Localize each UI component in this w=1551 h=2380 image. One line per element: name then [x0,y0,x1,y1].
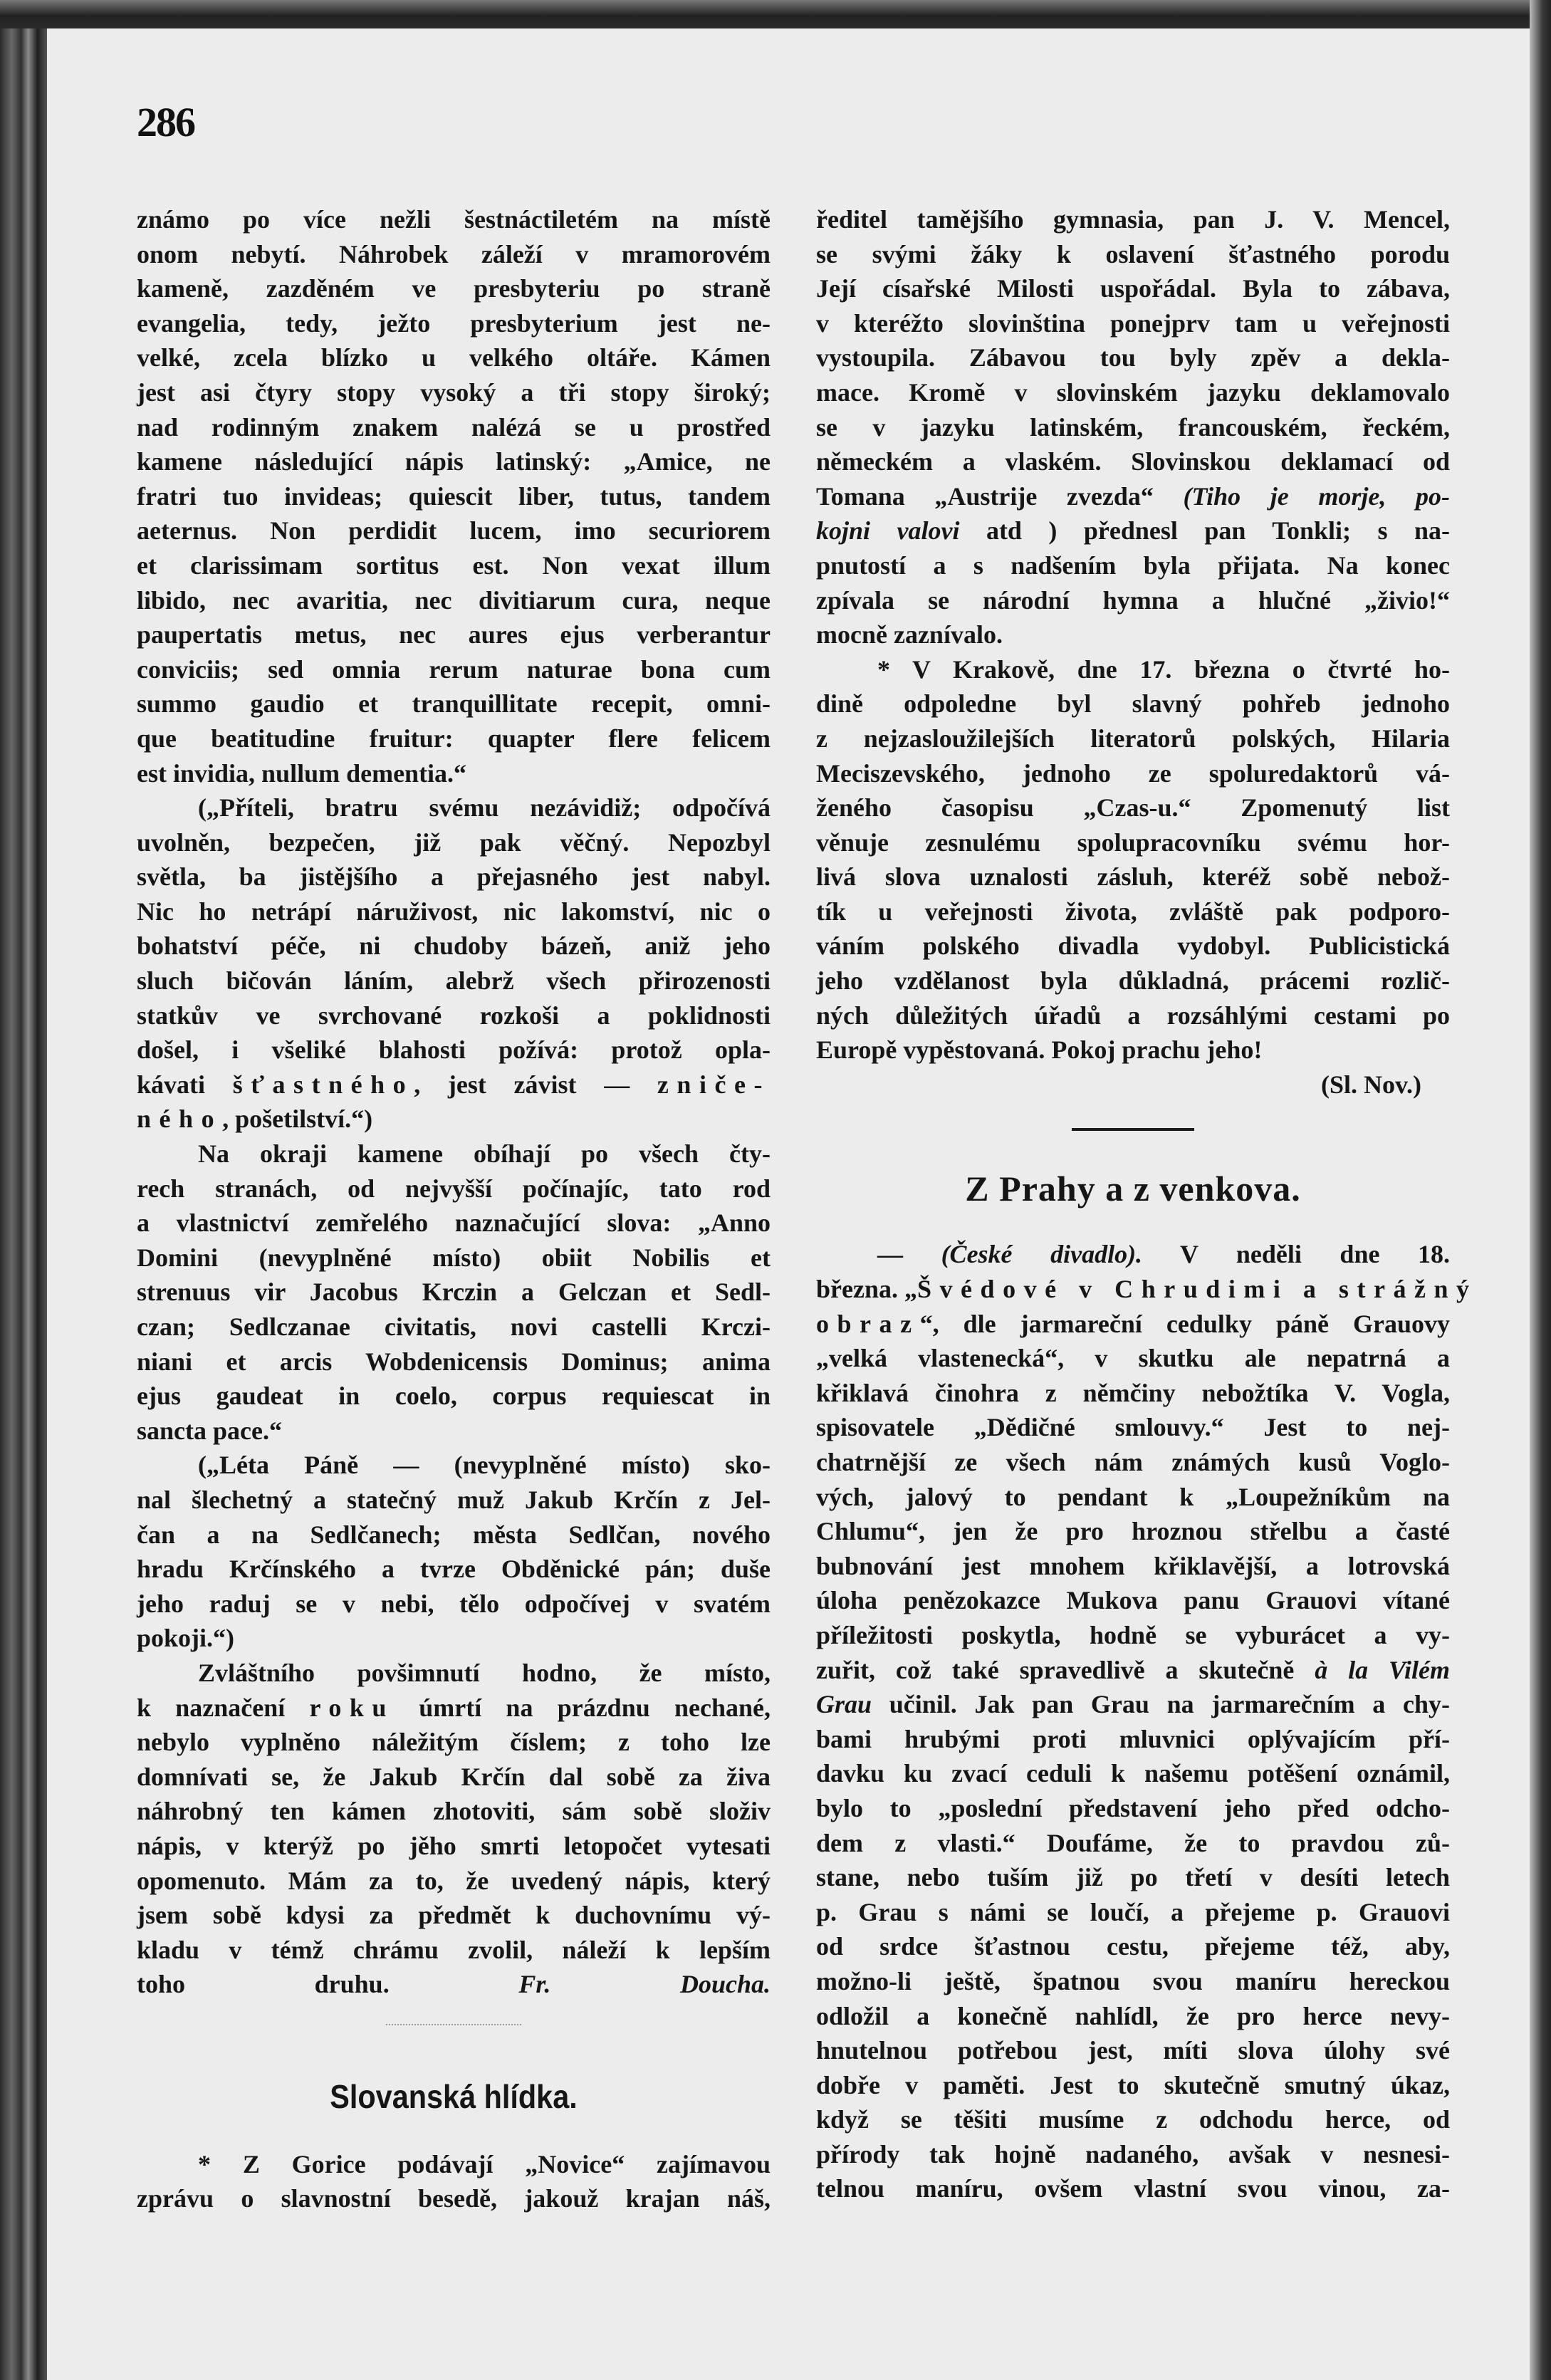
italic-text: Grau [816,1690,872,1719]
text-line: jsem sobě kdysi za předmět k duchovnímu vý- [137,1901,771,1930]
text-line: příležitosti poskytla, hodně se vyburácet a vy- [816,1620,1450,1649]
text-line: rech stranách, od nejvyšší počínajíc, tato rod [137,1174,771,1203]
text-line: Europě vypěstovaná. Pokoj prachu jeho! [816,1035,1263,1065]
text-line: věnuje zesnulému spolupracovníku svému hor- [816,828,1450,857]
scan-border-top [0,0,1551,28]
text-line: se v jazyku latinském, francouském, řeckém, [816,412,1450,442]
text-line: est invidia, nullum dementia.“ [137,758,467,788]
text-line: možno-li ještě, špatnou svou maníru hereckou [816,1966,1450,1995]
letterspaced-text: šťastného [232,1070,414,1099]
text-line: domnívati se, že Jakub Krčín dal sobě za živa [137,1762,771,1791]
text-line [816,513,1450,548]
page-number: 286 [137,99,194,145]
text-line: („Příteli, bratru svému nezávidiž; odpočívá [198,793,771,823]
text-line: jeho raduj se v nebi, tělo odpočívej v svatém [137,1589,771,1618]
text-line: vých, jalový to pendant k „Loupežníkům na [816,1482,1450,1511]
paragraph-stone-edge-inscription [137,1137,771,1448]
source-note: (Sl. Nov.) [1320,1070,1421,1099]
text-line: dobře v paměti. Jest to skutečně smutný úkaz, [816,2070,1450,2099]
paragraph-gorice-news [137,2147,771,2216]
letterspaced-text: obraz [816,1309,920,1338]
text-line: nápis, v kterýž po jěho smrti letopočet vytesati [137,1831,771,1860]
text-line: summo gaudio et tranquillitate recepit, omni- [137,689,771,719]
text-line: fratri tuo invideas; quiescit liber, tutus, tandem [137,481,771,511]
text-line: bylo to „poslední představení jeho před odcho- [816,1793,1450,1822]
text-line: velké, zcela blízko u velkého oltáře. Kámen [137,343,771,372]
text-line: v kteréžto slovinština ponejprv tam u veřejnosti [816,308,1450,338]
text-line: přírody tak hojně nadaného, avšak v nesnesi- [816,2139,1450,2168]
text-line: ředitel tamějšího gymnasia, pan J. V. Mencel, [816,205,1450,234]
paragraph-czech-translation [137,790,771,1137]
paragraph-inscription-translation [137,1448,771,1656]
text-line: paupertatis metus, nec aures ejus verberantur [137,620,771,649]
italic-text: (České divadlo). [941,1240,1143,1269]
text-line: conviciis; sed omnia rerum naturae bona cum [137,654,771,684]
text-line: kamene následující nápis latinský: „Amice, ne [137,447,771,476]
text-line: čan a na Sedlčanech; města Sedlčan, nového [137,1520,771,1549]
italic-text: (Tiho je morje, po- [1183,481,1450,511]
italic-text: kojni valovi [816,516,960,546]
text-line: telnou maníru, ovšem vlastní svou vinou, za- [816,2174,1450,2203]
scan-border-right [1530,0,1551,2380]
text-line: vystoupila. Zábavou tou byly zpěv a dekla- [816,343,1450,372]
text-line [816,1653,1450,1688]
letterspaced-text: Švédové v Chrudimi a strážný [916,1275,1478,1304]
text-segment: V neděli dne 18. [1142,1240,1451,1269]
text-segment: atd ) přednesl pan Tonkli; s na- [959,516,1450,546]
text-segment: března. „ [816,1275,917,1304]
text-line [137,1068,771,1102]
text-line: ženého časopisu „Czas-u.“ Zpomenutý list [816,793,1450,823]
section-heading-z-prahy-a-z-venkova: Z Prahy a z venkova. [965,1169,1301,1209]
text-line: z nejzasloužilejších literatorů polských, Hilaria [816,724,1450,753]
text-segment: toho druhu. [137,1970,519,1999]
text-line: náhrobný ten kámen zhotoviti, sám sobě složiv [137,1797,771,1826]
text-segment: kávati [137,1070,233,1099]
text-line: a vlastnictví zemřelého naznačující slova: „Anno [137,1209,771,1238]
text-line [137,1967,771,2002]
text-line: tík u veřejnosti života, zvláště pak podporo- [816,897,1450,926]
text-line: ných důležitých úřadů a rozsáhlými cestami po [816,1001,1450,1030]
text-line [816,479,1450,514]
text-line: * V Krakově, dne 17. března o čtvrté ho- [877,654,1450,684]
text-line: Domini (nevyplněné místo) obiit Nobilis et [137,1243,771,1272]
text-segment: úmrtí na prázdnu nechané, [394,1693,771,1722]
text-segment: učinil. Jak pan Grau na jarmarečním a chy- [872,1690,1450,1719]
text-line: úloha penězokazce Mukova panu Grauovi vítané [816,1586,1450,1615]
section-divider [1072,1128,1194,1131]
text-line: zprávu o slavnostní besedě, jakouž krajan náš, [137,2184,771,2213]
section-heading-slovanska-hlidka: Slovanská hlídka. [330,2077,578,2115]
italic-text: à la Vilém [1315,1655,1450,1684]
scan-border-left [0,0,47,2380]
text-line: bami hrubými proti mluvnici oplývajícím pří- [816,1724,1450,1753]
text-line: váním polského divadla vydobyl. Publicistická [816,931,1450,961]
text-line: strenuus vir Jacobus Krczin a Gelczan et Sedl- [137,1278,771,1307]
letterspaced-text: ného [137,1105,223,1134]
text-line: Na okraji kamene obíhají po všech čty- [198,1139,771,1169]
text-line: Chlumu“, jen že pro hroznou střelbu a časté [816,1517,1450,1546]
text-line: se svými žáky k oslavení šťastného porodu [816,239,1450,268]
text-segment: Tomana „Austrije zvezda“ [816,481,1184,511]
text-line: odložil a konečně nahlídl, že pro herce nevy- [816,2001,1450,2030]
text-line: jeho vzdělanost byla důkladná, prácemi rozlič- [816,966,1450,996]
text-line: sluch bičován láním, alebrž všech přirozenosti [137,966,771,996]
text-segment: “, dle jarmareční cedulky páně Grauovy [919,1309,1450,1338]
text-line: pnutostí a s nadšením byla přijata. Na konec [816,550,1450,580]
section-divider [386,2024,521,2027]
letterspaced-text: zniče- [657,1070,771,1099]
text-segment: , jest závist — [414,1070,657,1099]
text-line: nal šlechetný a statečný muž Jakub Krčín z Jel- [137,1485,771,1514]
paragraph-krakow-funeral [816,652,1450,1068]
text-line: mace. Kromě v slovinském jazyku deklamovalo [816,377,1450,407]
text-line [137,1102,771,1137]
text-line: aeternus. Non perdidit lucem, imo securiorem [137,516,771,546]
text-line: ejus gaudeat in coelo, corpus requiescat in [137,1382,771,1411]
text-line: kameně, zazděném ve presbyteriu po straně [137,274,771,303]
left-column [137,202,771,2216]
text-line: jest asi čtyry stopy vysoký a tři stopy široký; [137,377,771,407]
text-segment: k naznačení [137,1693,310,1722]
text-line [816,1272,1478,1307]
text-line: bohatství péče, ni chudoby bázeň, aniž jeho [137,931,771,961]
text-line: onom nebytí. Náhrobek záleží v mramorovém [137,239,771,268]
text-line: * Z Gorice podávají „Novice“ zajímavou [198,2149,771,2178]
text-segment: — [877,1240,941,1269]
text-line: dem z vlasti.“ Doufáme, že to pravdou zů- [816,1828,1450,1857]
text-line: spisovatele „Dědičné smlouvy.“ Jest to nej- [816,1413,1450,1442]
text-line: hradu Krčínského a tvrze Obděnické pán; duše [137,1555,771,1584]
text-line: od srdce šťastnou cestu, přejeme též, aby, [816,1932,1450,1961]
text-line [816,1237,1450,1272]
text-line: opomenuto. Mám za to, že uvedený nápis, který [137,1866,771,1895]
text-line [816,1687,1450,1722]
text-line: došel, i všeliké blahosti požívá: protož opla- [137,1035,771,1065]
paragraph-remark-and-signature [137,1656,771,2002]
text-line: nebylo vyplněno náležitým číslem; z toho lze [137,1728,771,1757]
text-line: dině odpoledne byl slavný pohřeb jednoho [816,689,1450,719]
text-line: Meciszevského, jednoho ze spoluredaktorů vá- [816,758,1450,788]
text-line: světla, ba jistějšího a přejasného jest nabyl. [137,862,771,892]
text-line: czan; Sedlczanae civitatis, novi castelli Krczi- [137,1312,771,1341]
text-line: stane, nebo tuším již po třetí v desíti letech [816,1863,1450,1892]
text-line: křiklavá činohra z němčiny nebožtíka V. Vogla, [816,1378,1450,1407]
text-line: uvolněn, bezpečen, již pak věčný. Nepozbyl [137,828,771,857]
text-line: bubnování jest mnohem křiklavější, a lotrovská [816,1551,1450,1580]
paragraph-slovene-celebration [816,202,1450,652]
text-line [816,1307,1450,1342]
text-line: chatrnější ze všech nám známých kusů Voglo- [816,1448,1450,1476]
text-line: statkův ve svrchované rozkoši a poklidnosti [137,1001,771,1030]
text-line: niani et arcis Wobdenicensis Dominus; anima [137,1347,771,1376]
text-line: mocně zaznívalo. [816,620,1003,649]
text-line: nad rodinným znakem nalézá se u prostřed [137,412,771,442]
text-line: livá slova uznalosti zásluh, kteréž sobě nebož- [816,862,1450,892]
text-segment: , pošetilství.“) [222,1105,373,1134]
text-line: libido, nec avaritia, nec divitiarum cura, neque [137,585,771,615]
text-line: Zvláštního povšimnutí hodno, že místo, [198,1658,771,1687]
text-line: když se těšiti musíme z odchodu herce, od [816,2105,1450,2134]
text-line: sancta pace.“ [137,1416,282,1445]
text-line: kladu v témž chrámu zvolil, náleží k lepším [137,1935,771,1964]
text-line: německém a vlaském. Slovinskou deklamací od [816,447,1450,476]
paragraph-czech-theatre [816,1237,1478,2206]
text-line: Nic ho netrápí náruživost, nic lakomství, nic o [137,897,771,926]
text-line: pokoji.“) [137,1624,235,1653]
text-line: („Léta Páně — (nevyplněné místo) sko- [198,1451,771,1480]
text-line: známo po více nežli šestnáctiletém na místě [137,205,771,234]
text-line: et clarissimam sortitus est. Non vexat illum [137,550,771,580]
text-line: „velká vlastenecká“, v skutku ale nepatrná a [816,1344,1450,1373]
text-line: Její císařské Milosti uspořádal. Byla to zábava, [816,274,1450,303]
text-line: evangelia, tedy, ježto presbyterium jest ne- [137,308,771,338]
text-line: p. Grau s námi se loučí, a přejeme p. Grauovi [816,1897,1450,1926]
text-line [137,1691,771,1726]
letterspaced-text: roku [309,1693,395,1722]
text-line: zpívala se národní hymna a hlučné „živio!“ [816,585,1450,615]
text-segment: zuřit, což také spravedlivě a skutečně [816,1655,1315,1684]
text-line: hnutelnou potřebou jest, míti slova úlohy své [816,2036,1450,2065]
italic-text: Fr. Doucha. [518,1970,771,1999]
right-column [816,202,1478,2206]
text-line: davku ku zvací ceduli k našemu potěšení oznámil, [816,1759,1450,1788]
text-line: que beatitudine fruitur: quapter flere felicem [137,724,771,753]
paragraph-tombstone-description [137,202,771,790]
